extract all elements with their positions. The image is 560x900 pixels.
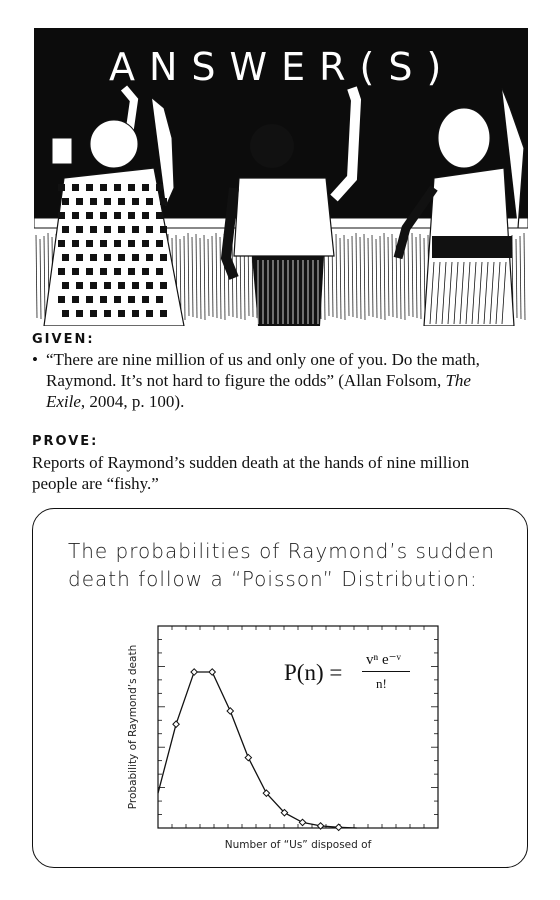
classroom-illustration	[34, 28, 528, 326]
poisson-curve	[158, 672, 357, 828]
given-line-3-text: , 2004, p. 100).	[80, 392, 185, 411]
given-line-1: “There are nine million of us and only one of you. Do the math,	[46, 350, 480, 369]
data-point-diamond	[227, 708, 233, 714]
data-point-diamond	[209, 669, 215, 675]
data-point-diamond	[245, 754, 251, 760]
fraction-bar	[362, 671, 410, 672]
x-axis-label: Number of “Us” disposed of	[224, 839, 372, 851]
y-axis-label: Probability of Raymond’s death	[127, 644, 139, 810]
prove-line-1: Reports of Raymond’s sudden death at the hands of nine million	[32, 453, 470, 472]
box-heading	[68, 537, 508, 593]
given-heading: GIVEN:	[32, 332, 95, 347]
data-point-diamond	[335, 824, 341, 830]
given-line-2	[46, 370, 532, 391]
given-line-3	[46, 391, 532, 412]
box-heading-line-1: The probabilities of Raymond’s sudden	[68, 539, 495, 563]
data-point-diamond	[191, 669, 197, 675]
formula-numerator: vⁿ e⁻ᵛ	[366, 652, 401, 668]
prove-line-2: people are “fishy.”	[32, 474, 159, 493]
book-title-part-1: The	[445, 371, 471, 390]
series-line	[158, 672, 357, 828]
data-point-diamond	[299, 819, 305, 825]
formula-lhs: P(n) =	[284, 660, 343, 685]
chalkboard-text: ANSWER(S)	[109, 45, 456, 89]
book-title-part-2: Exile	[46, 392, 81, 411]
box-heading-line-2: death follow a “Poisson” Distribution:	[68, 567, 478, 591]
given-quote	[32, 349, 532, 412]
prove-statement	[32, 452, 532, 494]
poisson-chart	[120, 620, 460, 860]
data-point-diamond	[173, 721, 179, 727]
bullet-icon: •	[32, 350, 38, 369]
prove-heading: PROVE:	[32, 434, 99, 449]
data-points	[173, 669, 342, 831]
given-line-2-text: Raymond. It’s not hard to figure the odds” (Allan Folsom,	[46, 371, 446, 390]
formula-denominator: n!	[376, 676, 387, 691]
